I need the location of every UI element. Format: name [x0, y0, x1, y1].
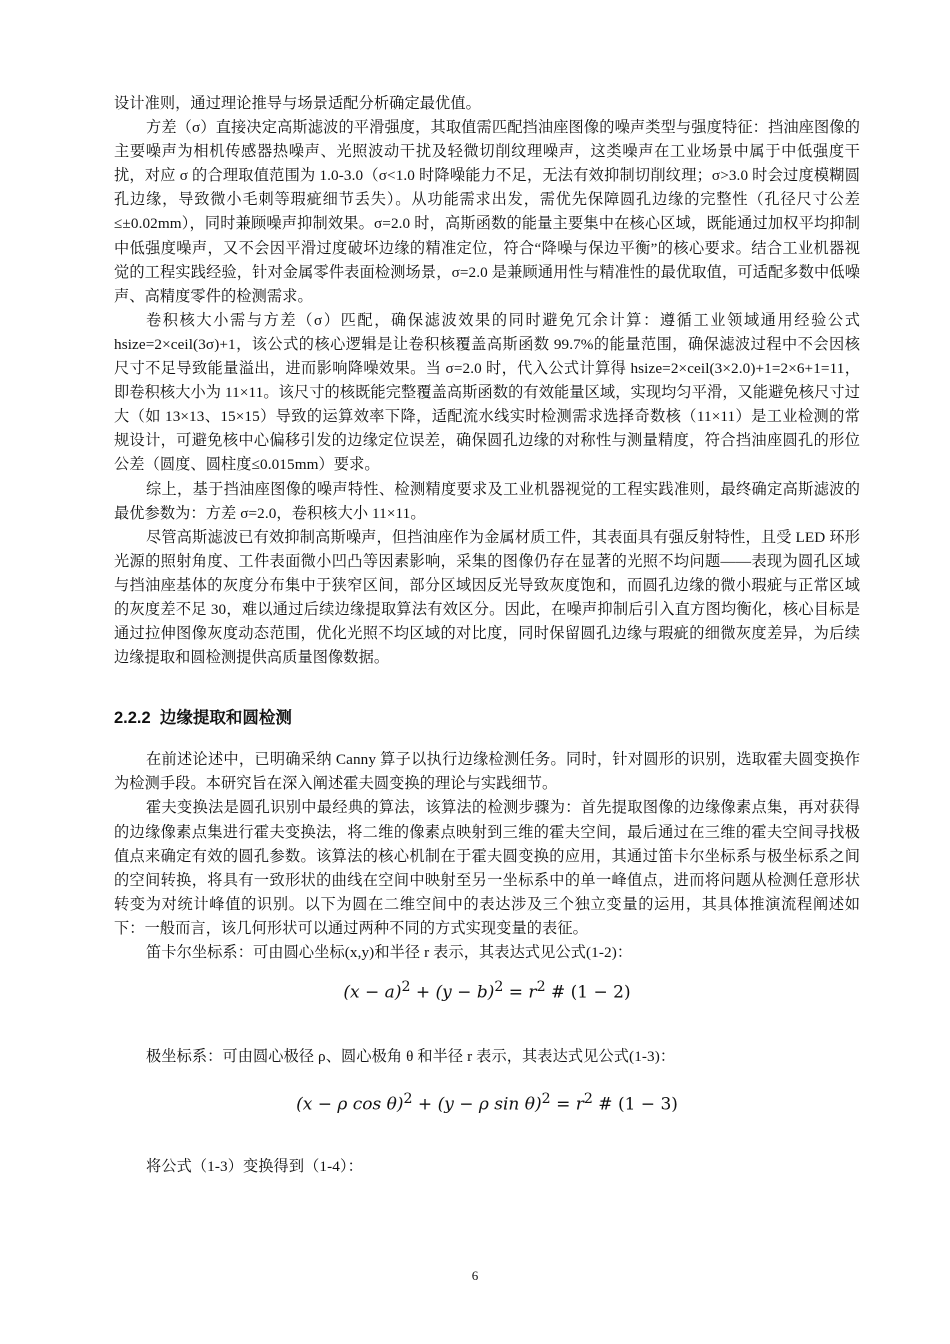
formula-1-2-term-b: (y − b) [435, 982, 495, 1003]
section-number: 2.2.2 [114, 709, 151, 728]
paragraph-canny: 在前述论述中，已明确采纳 Canny 算子以执行边缘检测任务。同时，针对圆形的识别，选取霍夫圆变换作为检测手段。本研究旨在深入阐述霍夫圆变换的理论与实践细节。 [114, 751, 860, 793]
page-content [114, 92, 860, 1179]
paragraph-hough: 霍夫变换法是圆孔识别中最经典的算法，该算法的检测步骤为：首先提取图像的边缘像素点集，再对获得的边缘像素点集进行霍夫变换法，将二维的像素点映射到三维的霍夫空间，最后通过在三维的霍夫空间寻找极值点来确定有效的圆孔参数。该算法的核心机制在于霍夫圆变换的应用，其通过笛卡尔坐标系与极坐标系之间的空间转换，将具有一致形状的曲线在空间中映射至另一坐标系中的单一峰值点，进而将问题从检测任意形状转变为对统计峰值的识别。以下为圆在二维空间中的表达涉及三个独立变量的运用，其具体推演流程阐述如下：一般而言，该几何形状可以通过两种不同的方式实现变量的表征。 [114, 799, 860, 937]
paragraph-summary: 综上，基于挡油座图像的噪声特性、检测精度要求及工业机器视觉的工程实践准则，最终确定高斯滤波的最优参数为：方差 σ=2.0，卷积核大小 11×11。 [114, 480, 860, 522]
formula-1-2-rhs: r [528, 982, 537, 1003]
section-heading [114, 706, 860, 730]
paragraph-polar: 极坐标系：可由圆心极径 ρ、圆心极角 θ 和半径 r 表示，其表达式见公式(1-3)： [146, 1047, 676, 1065]
paragraph-histogram: 尽管高斯滤波已有效抑制高斯噪声，但挡油座作为金属材质工件，其表面具有强反射特性，且受 LED 环形光源的照射角度、工件表面微小凹凸等因素影响，采集的图像仍存在显著的光照不均问题——表现为圆孔区域与挡油座基体的灰度分布集中于狭窄区间，部分区域因反光导致灰度饱和，而圆孔边缘的微小瑕疵与正常区域的灰度差不足 30，难以通过后续边缘提取算法有效区分。因此，在噪声抑制后引入直方图均衡化，核心目标是通过拉伸图像灰度动态范围，优化光照不均区域的对比度，同时保留圆孔边缘与瑕疵的细微灰度差异，为后续边缘提取和圆检测提供高质量图像数据。 [114, 528, 860, 667]
formula-1-3: (x − ρ cos θ)$^2$ + (y − ρ $\sin \theta)^2 = r^2$ # (1 − 3) [296, 1090, 678, 1115]
paragraph-kernel-size: 卷积核大小需与方差（σ）匹配，确保滤波效果的同时避免冗余计算：遵循工业领域通用经验公式 hsize=2×ceil(3σ)+1，该公式的核心逻辑是让卷积核覆盖高斯函数 99.7%的能量范围，确保滤波过程中不会因核尺寸不足导致能量溢出，进而影响降噪效果。当 σ=2.0 时，代入公式计算得 hsize=2×ceil(3×2.0)+1=2×6+1=11，即卷积核大小为 11×11。该尺寸的核既能完整覆盖高斯函数的有效能量区域，实现均匀平滑，又能避免核尺寸过大（如 13×13、15×15）导致的运算效率下降，适配流水线实时检测需求选择奇数核（11×11）是工业检测的常规设计，可避免核中心偏移引发的边缘定位误差，确保圆孔边缘的对称性与测量精度，符合挡油座圆孔的形位公差（圆度、圆柱度≤0.015mm）要求。 [114, 311, 860, 474]
paragraph-transform: 将公式（1-3）变换得到（1-4）： [146, 1157, 363, 1175]
formula-1-2-term-a: (x − a) [343, 982, 402, 1003]
formula-1-2-tag: (1 − 2) [570, 982, 631, 1003]
formula-1-3-rhs: r [575, 1094, 584, 1115]
page-number: 6 [471, 1268, 479, 1283]
formula-1-3-term-a: (x − ρ cos θ) [296, 1094, 404, 1115]
formula-1-3-term-b: (y − ρ sin θ) [437, 1094, 542, 1115]
paragraph-cartesian: 笛卡尔坐标系：可由圆心坐标(x,y)和半径 r 表示，其表达式见公式(1-2)： [146, 944, 633, 961]
paragraph-variance: 方差（σ）直接决定高斯滤波的平滑强度，其取值需匹配挡油座图像的噪声类型与强度特征：挡油座图像的主要噪声为相机传感器热噪声、光照波动干扰及轻微切削纹理噪声，这类噪声在工业场景中属于中低强度干扰，对应 σ 的合理取值范围为 1.0-3.0（σ<1.0 时降噪能力不足，无法有效抑制切削纹理；σ>3.0 时会过度模糊圆孔边缘，导致微小毛刺等瑕疵细节丢失）。从功能需求出发，需优先保障圆孔边缘的完整性（孔径尺寸公差≤±0.02mm），同时兼顾噪声抑制效果。σ=2.0 时，高斯函数的能量主要集中在核心区域，既能通过加权平均抑制中低强度噪声，又不会因平滑过度破坏边缘的精准定位，符合“降噪与保边平衡”的核心要求。结合工业机器视觉的工程实践经验，针对金属零件表面检测场景，σ=2.0 是兼顾通用性与精准性的最优取值，可适配多数中低噪声、高精度零件的检测需求。 [114, 119, 860, 305]
paragraph-1: 设计准则，通过理论推导与场景适配分析确定最优值。 [114, 95, 481, 112]
section-title: 边缘提取和圆检测 [159, 709, 292, 728]
formula-1-2: $(x - a)^2 + (y - b)^2 = r^2$ # (1 − 2) [343, 979, 631, 1003]
formula-1-3-tag: (1 − 3) [617, 1094, 678, 1115]
